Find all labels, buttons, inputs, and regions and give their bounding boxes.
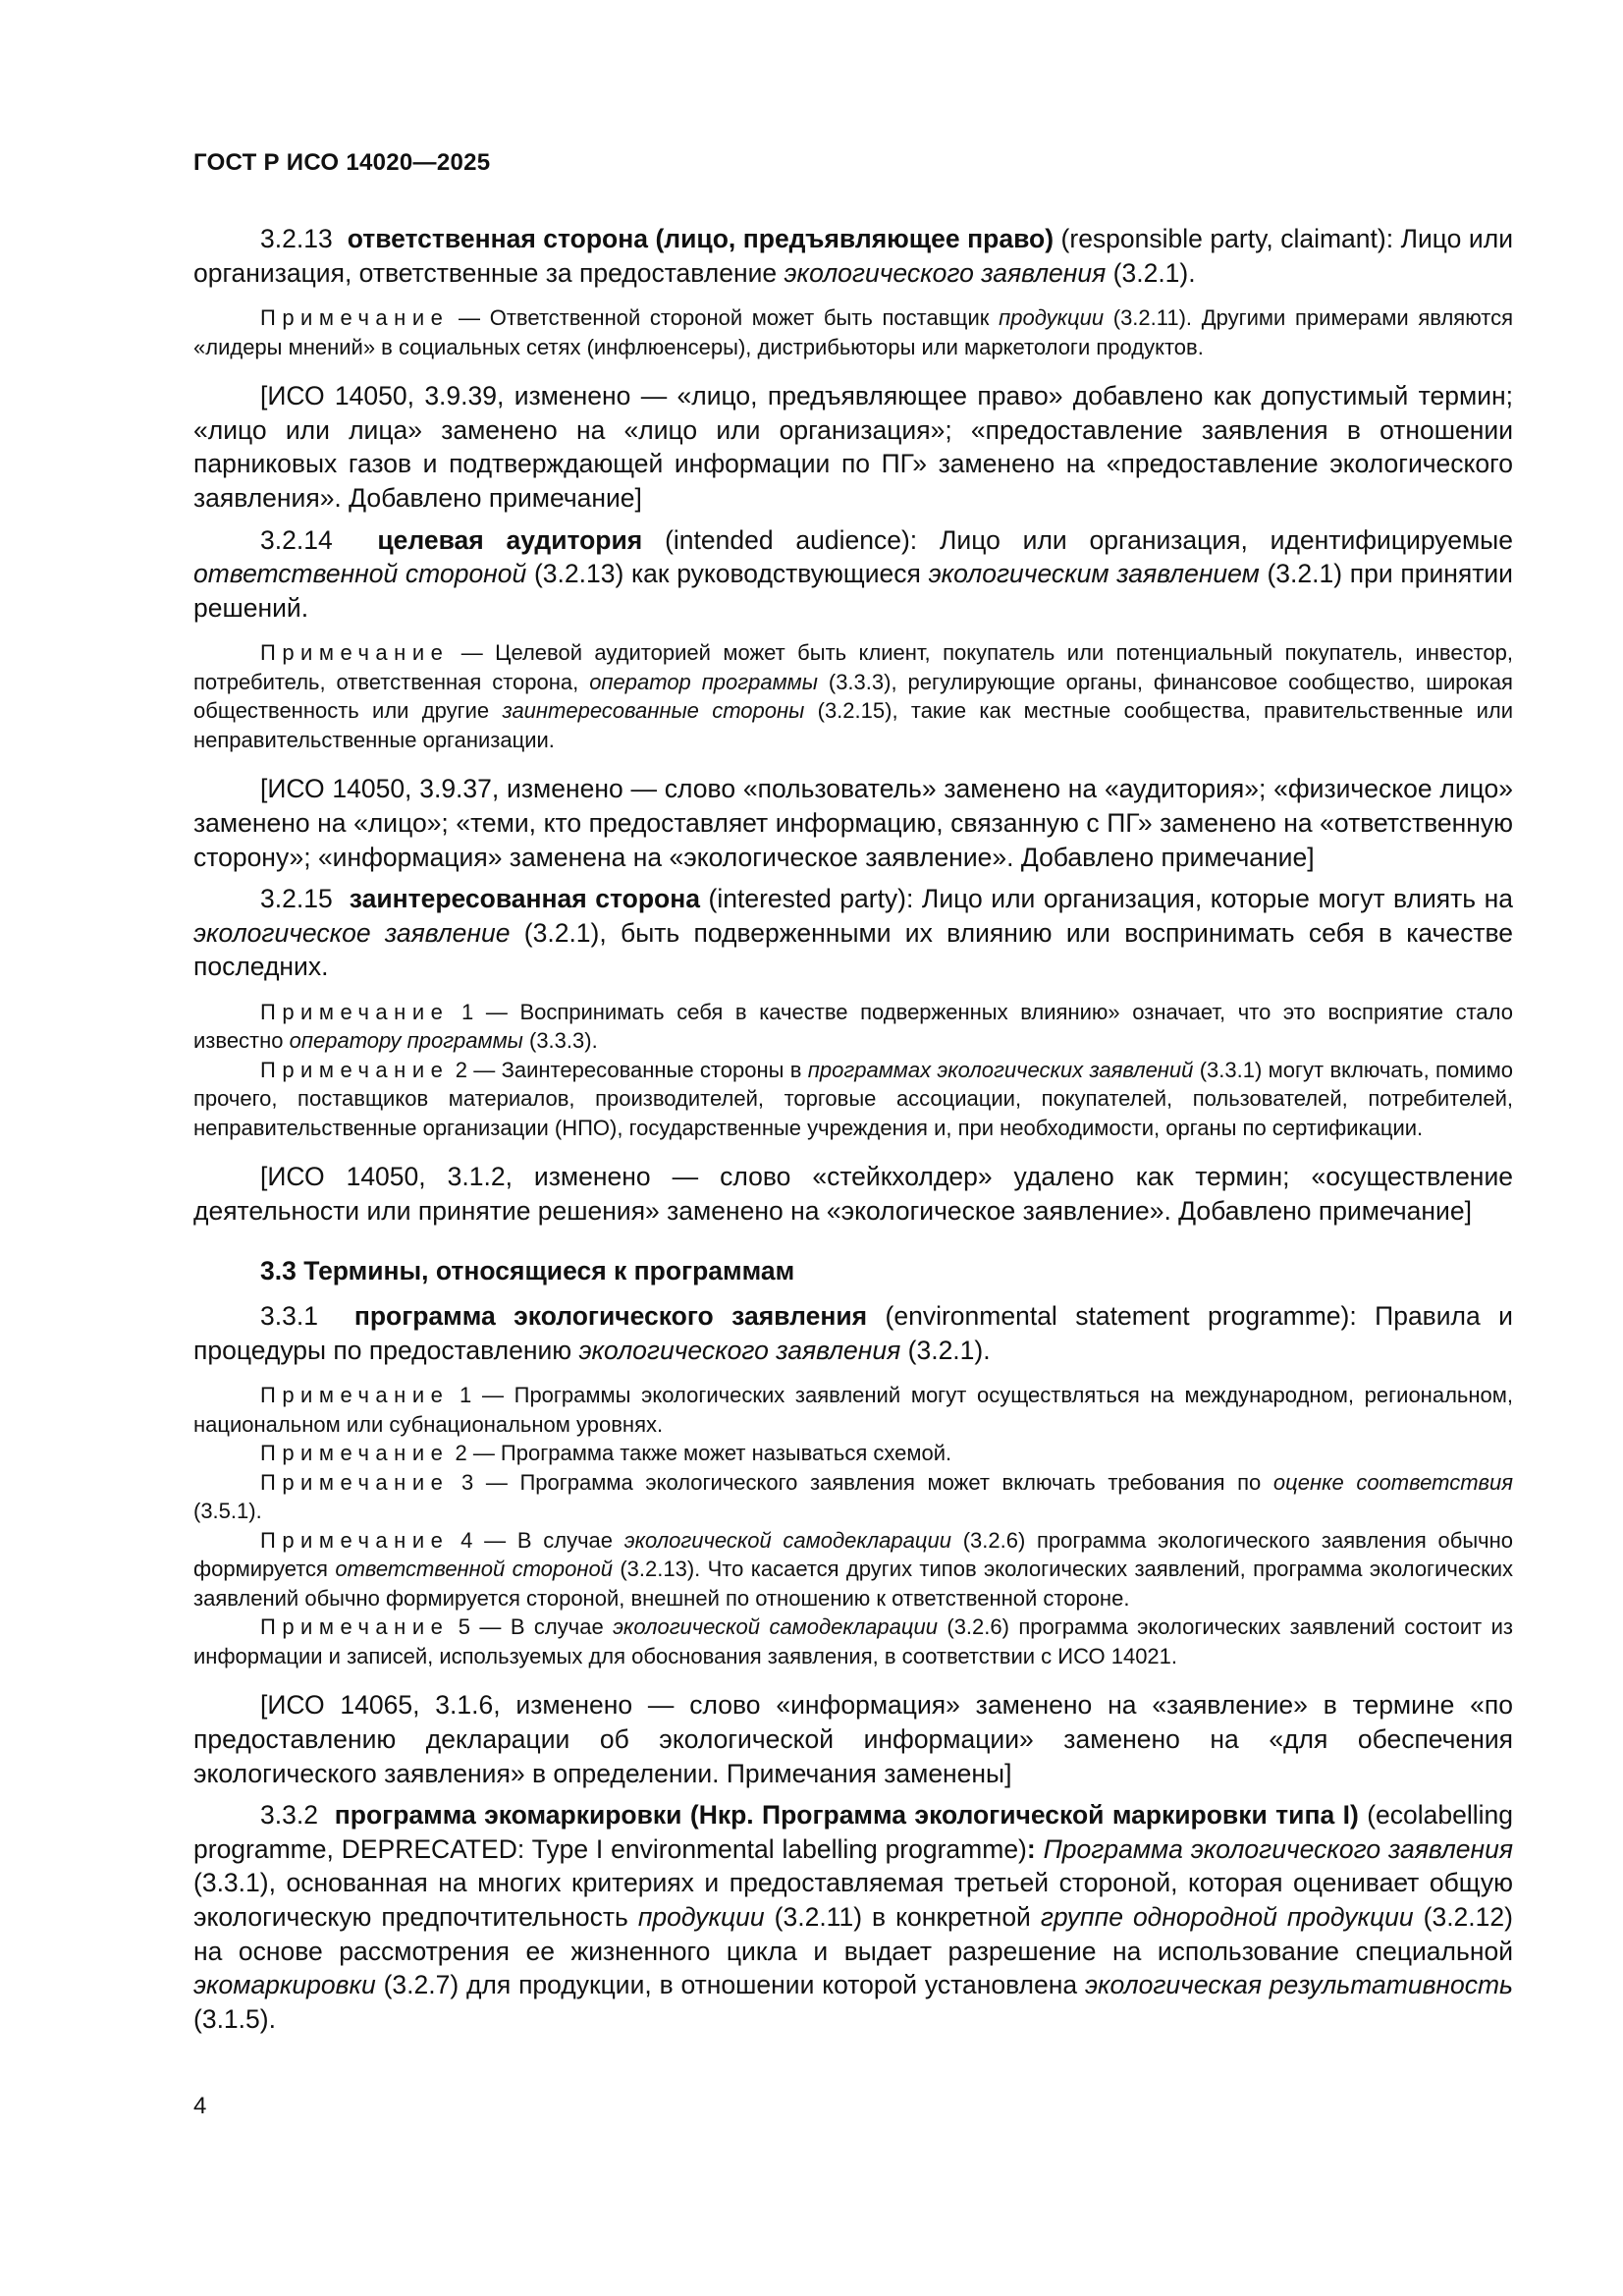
source-reference: [ИСО 14050, 3.1.2, изменено — слово «стейкхолдер» удалено как термин; «осуществление деятельности или принятие решения» заменено на «экологическое заявление». Добавлено примечание] (193, 1162, 1513, 1226)
term-number: 3.2.15 (260, 884, 333, 914)
term-english: (intended audience): (665, 524, 918, 555)
section-heading: 3.3 Термины, относящиеся к программам (260, 1255, 795, 1285)
term-title: программа экомаркировки (Нкр. Программа экологической маркировки типа I) (334, 1800, 1359, 1831)
term-3-2-13 (193, 222, 1513, 290)
note-group (193, 303, 1513, 361)
note: Примечание 2 — Программа также может называться схемой. (260, 1441, 952, 1466)
source-reference: [ИСО 14050, 3.9.37, изменено — слово «пользователь» заменено на «аудитория»; «физическое лицо» заменено на «лицо»; «теми, кто предоставляет информацию, связанную с ПГ» заменено на «ответственную сторону»; «информация» заменена на «экологическое заявление». Добавлено примечание] (193, 774, 1513, 872)
term-english: (ecolabelling programme, DEPRECATED: Type I environmental labelling programme) (193, 1800, 1514, 1864)
note: Примечание — Ответственной стороной может быть поставщик продукции (3.2.11). Другими примерами являются «лидеры мнений» в социальных сетях (инфлюенсеры), дистрибьюторы или маркетологи продуктов. (193, 305, 1513, 359)
source-reference: [ИСО 14065, 3.1.6, изменено — слово «информация» заменено на «заявление» в термине «по предоставлению декларации об экологической информации» заменено на «для обеспечения экологического заявления» в определении. Примечания заменены] (193, 1690, 1513, 1788)
term-title: ответственная сторона (лицо, предъявляющее право) (347, 224, 1055, 253)
note: Примечание 2 — Заинтересованные стороны в программах экологических заявлений (3.3.1) могут включать, помимо прочего, поставщиков материалов, производителей, торговые ассоциации, покупателей, пользователей, потребителей, неправительственные организации (НПО), государственные учреждения и, при необходимости, органы по сертификации. (193, 1057, 1513, 1140)
note-label: Примечание (260, 1527, 450, 1553)
note: Примечание 3 — Программа экологического заявления может включать требования по оценке соответствия (3.5.1). (193, 1469, 1513, 1524)
term-number: 3.2.13 (260, 224, 333, 253)
term-title: заинтересованная сторона (349, 884, 700, 914)
term-title: программа экологического заявления (353, 1301, 868, 1332)
term-3-2-15: 3.2.15 заинтересованная сторона (interested party): Лицо или организация, которые могут влиять на экологическое заявление (3.2.1), быть подверженными их влиянию или воспринимать себя в качестве последних. (193, 884, 1513, 982)
term-3-3-1: 3.3.1 программа экологического заявления (environmental statement programme): Правила и процедуры по предоставлению экологического заявления (3.2.1). (193, 1301, 1513, 1365)
term-number: 3.3.1 (260, 1301, 318, 1332)
term-title: целевая аудитория (377, 524, 643, 555)
term-english: (environmental statement programme): (885, 1301, 1357, 1332)
note-label: Примечание (260, 999, 450, 1024)
note-label: Примечание (260, 1383, 450, 1408)
term-reference-italic: экологического заявления (784, 257, 1107, 288)
running-header: ГОСТ Р ИСО 14020—2025 (193, 149, 491, 176)
note-group (193, 998, 1513, 1143)
source-reference: [ИСО 14050, 3.9.39, изменено — «лицо, предъявляющее право» добавлено как допустимый термин; «лицо или лица» заменено на «лицо или организация»; «предоставление заявления в отношении парниковых газов и подтверждающей информации по ПГ» заменено на «предоставление экологического заявления». Добавлено примечание] (193, 381, 1513, 513)
term-number: 3.2.14 (260, 524, 333, 555)
note: Примечание 1 — Программы экологических заявлений могут осуществляться на международном, региональном, национальном или субнациональном уровнях. (193, 1383, 1513, 1437)
term-number: 3.3.2 (260, 1800, 318, 1831)
document-body (193, 222, 1513, 2044)
term-definition-end: (3.2.1). (1112, 257, 1196, 288)
term-definition: Лицо или организация, ответственные за предоставление (193, 224, 1513, 288)
note: Примечание 5 — В случае экологической самодекларации (3.2.6) программа экологических заявлений состоит из информации и записей, используемых для обоснования заявления, в соответствии с ИСО 14021. (193, 1614, 1513, 1668)
term-3-2-14: 3.2.14 целевая аудитория (intended audience): Лицо или организация, идентифицируемые ответственной стороной (3.2.13) как руководствующиеся экологическим заявлением (3.2.1) при принятии решений. (193, 524, 1513, 623)
page-number: 4 (193, 2093, 207, 2119)
note-group (193, 638, 1513, 754)
term-english: (responsible party, claimant): (1060, 224, 1394, 253)
note: Примечание — Целевой аудиторией может быть клиент, покупатель или потенциальный покупатель, инвестор, потребитель, ответственная сторона, оператор программы (3.3.3), регулирующие органы, финансовое сообщество, широкая общественность или другие заинтересованные стороны (3.2.15), такие как местные сообщества, правительственные или неправительственные организации. (193, 640, 1513, 752)
note-label: Примечание (260, 1441, 450, 1466)
note-label: Примечание (260, 1469, 450, 1495)
note: Примечание 4 — В случае экологической самодекларации (3.2.6) программа экологического заявления обычно формируется ответственной стороной (3.2.13). Что касается других типов экологических заявлений, программа экологических заявлений обычно формируется стороной, внешней по отношению к ответственной стороне. (193, 1527, 1514, 1611)
note: Примечание 1 — Воспринимать себя в качестве подверженных влиянию» означает, что это восприятие стало известно оператору программы (3.3.3). (193, 999, 1513, 1054)
note-group (193, 1381, 1513, 1670)
note-label: Примечание (260, 305, 450, 331)
note-label: Примечание (260, 1614, 450, 1640)
note-label: Примечание (260, 640, 450, 666)
term-english: (interested party): (708, 884, 914, 914)
note-label: Примечание (260, 1057, 450, 1082)
term-3-3-2: 3.3.2 программа экомаркировки (Нкр. Программа экологической маркировки типа I) (ecolabelling programme, DEPRECATED: Type I environmental labelling programme): Программа экологического заявления (3.3.1), основанная на многих критериях и предоставляемая третьей стороной, которая оценивает общую экологическую предпочтительность продукции (3.2.11) в конкретной группе однородной продукции (3.2.12) на основе рассмотрения ее жизненного цикла и выдает разрешение на использование специальной экомаркировки (3.2.7) для продукции, в отношении которой установлена экологическая результативность (3.1.5). (193, 1800, 1514, 2034)
